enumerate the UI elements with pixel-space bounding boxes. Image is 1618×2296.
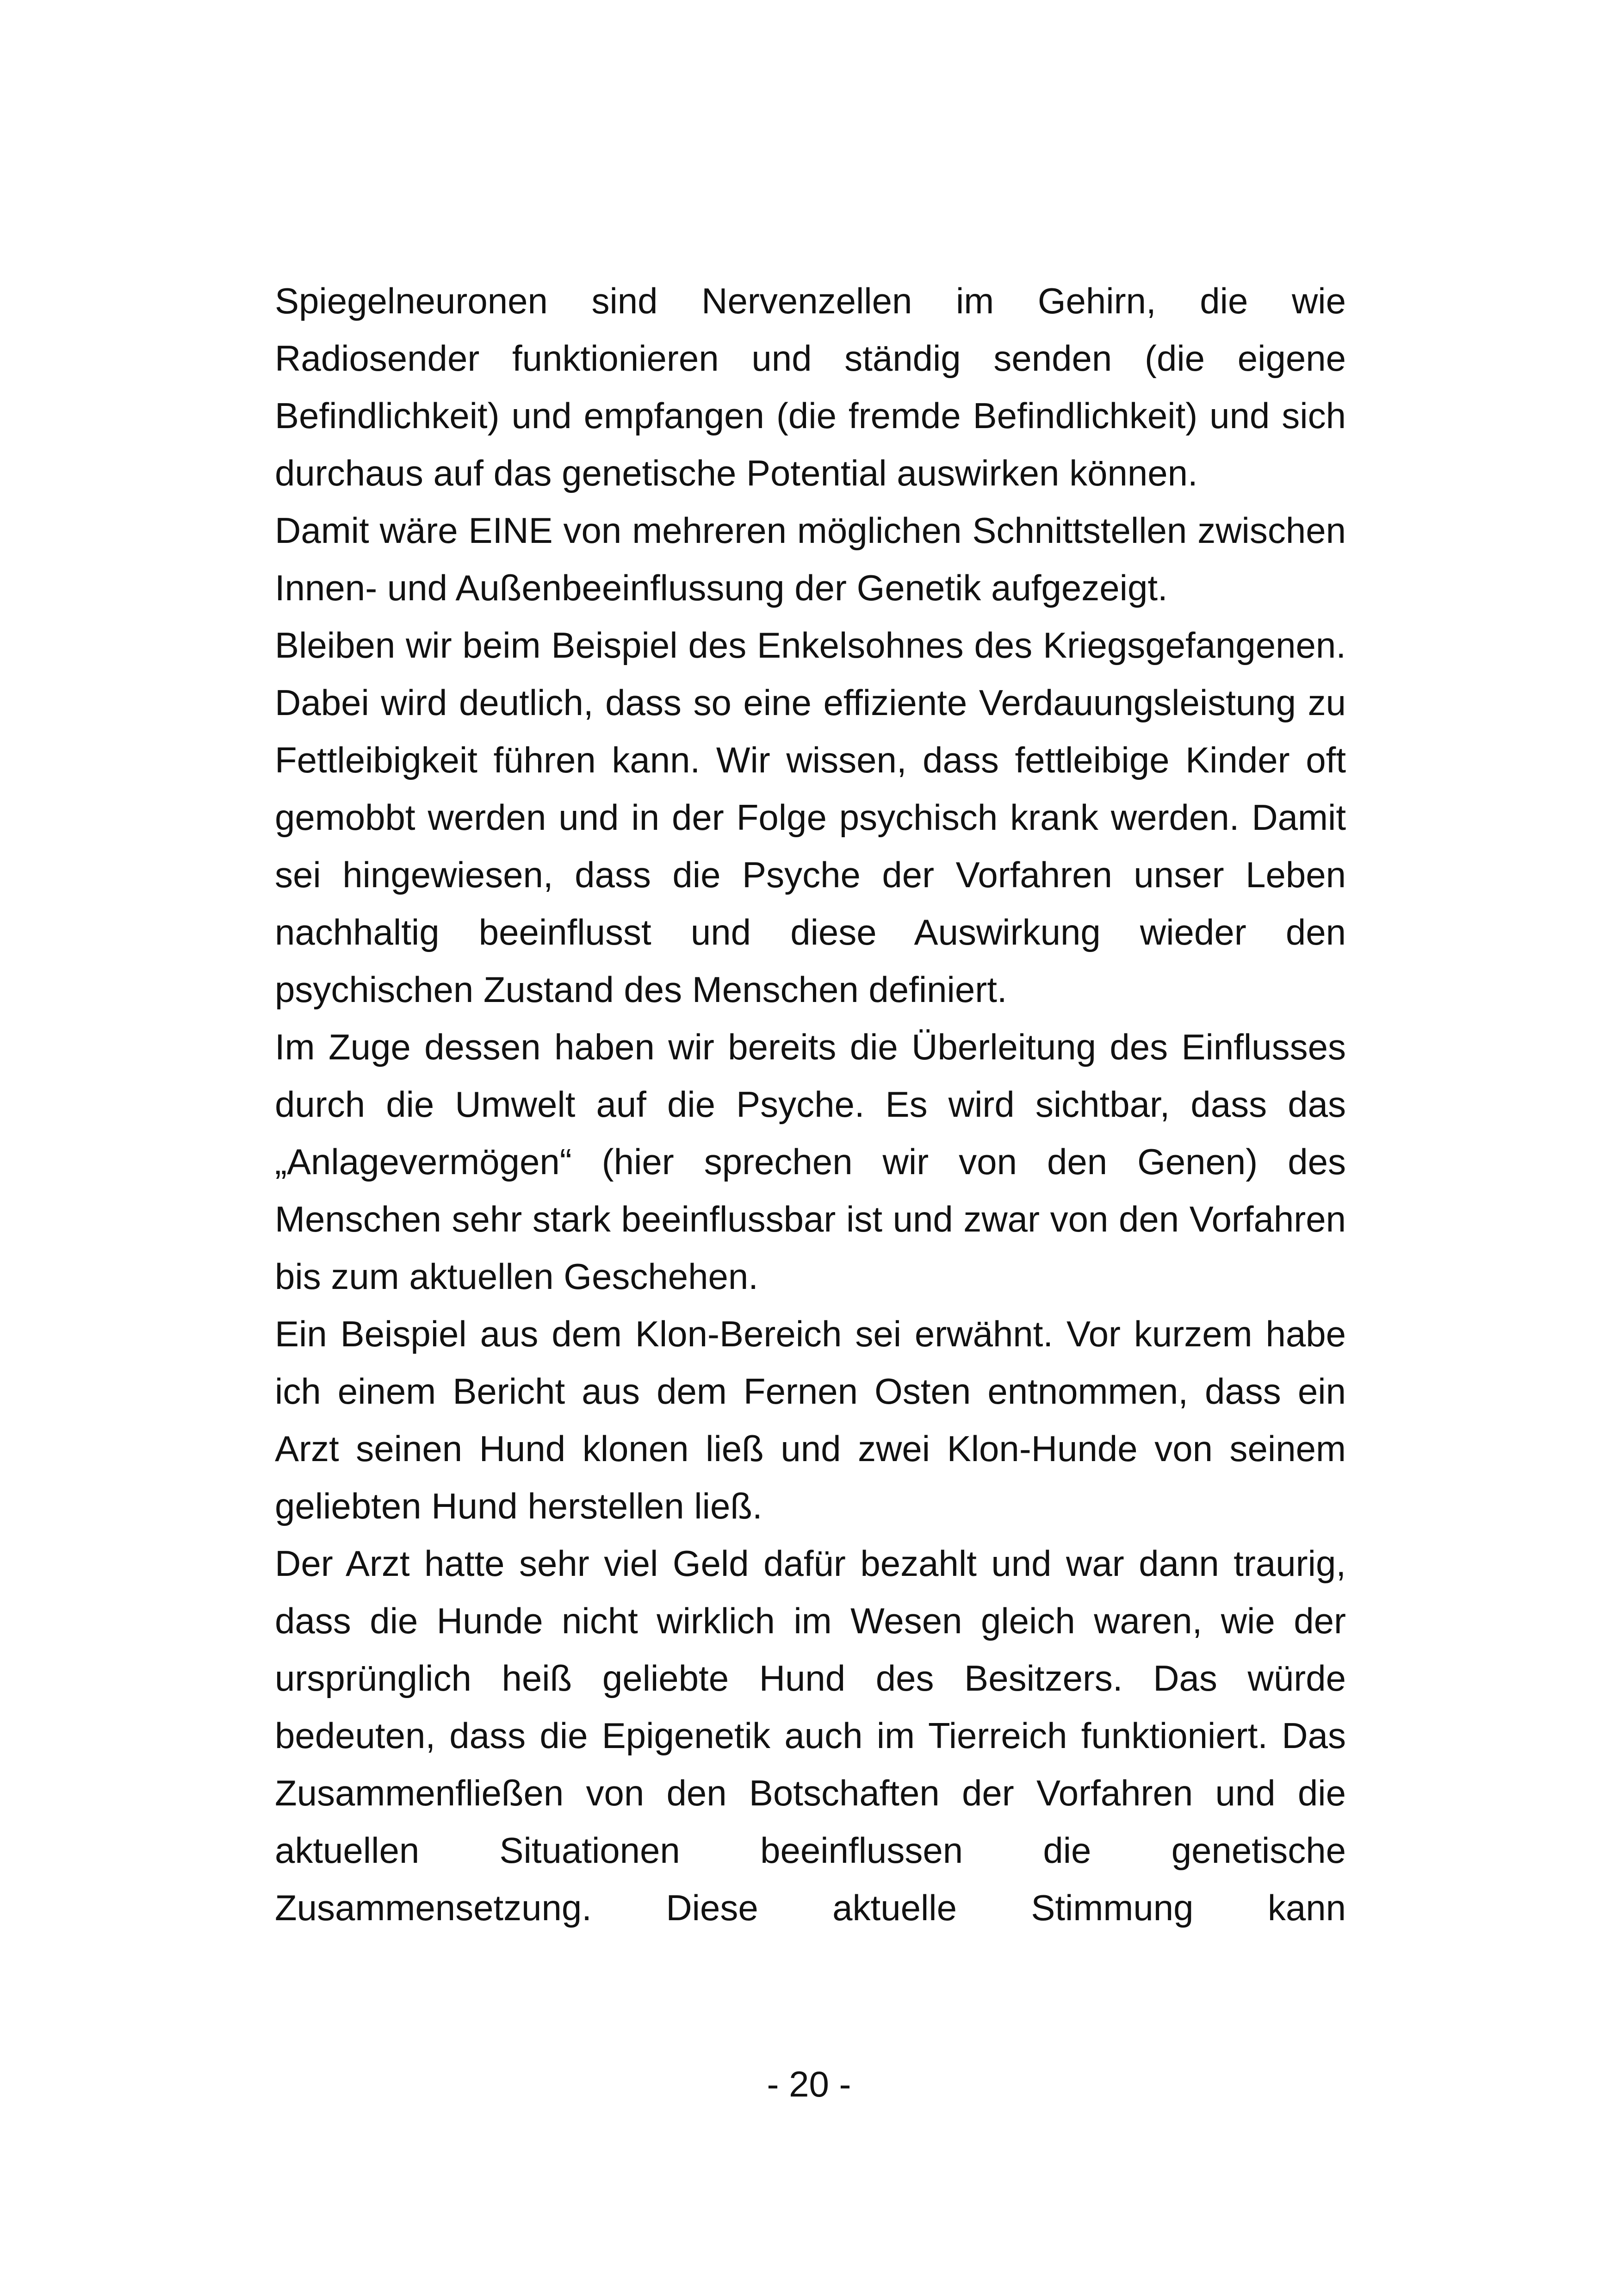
paragraph-klon-beispiel: Ein Beispiel aus dem Klon-Bereich sei erwähnt. Vor kurzem habe ich einem Bericht aus dem Fernen Osten entnommen, dass ein Arzt seinen Hund klonen ließ und zwei Klon-Hunde von seinem geliebten Hund herstellen ließ. [275, 1313, 1346, 1526]
paragraph-schnittstellen: Damit wäre EINE von mehreren möglichen Schnittstellen zwischen Innen- und Außenbeeinflussung der Genetik aufgezeigt. [275, 510, 1346, 608]
paragraph-umwelteinfluss: Im Zuge dessen haben wir bereits die Überleitung des Einflusses durch die Umwelt auf die Psyche. Es wird sichtbar, dass das „Anlagevermögen“ (hier sprechen wir von den Genen) des Menschen sehr stark beeinflussbar ist und zwar von den Vorfahren bis zum aktuellen Geschehen. [275, 1027, 1346, 1297]
paragraph-arzt-hunde: Der Arzt hatte sehr viel Geld dafür bezahlt und war dann traurig, dass die Hunde nicht wirklich im Wesen gleich waren, wie der ursprünglich heiß geliebte Hund des Besitzers. Das würde bedeuten, dass die Epigenetik auch im Tierreich funktioniert. Das Zusammenfließen von den Botschaften der Vorfahren und die aktuellen Situationen beeinflussen die genetische Zusammensetzung. Diese aktuelle Stimmung kann [275, 1543, 1346, 1928]
body-text [275, 272, 1346, 1936]
page-number: - 20 - [767, 2064, 851, 2104]
paragraph-spiegelneuronen: Spiegelneuronen sind Nervenzellen im Gehirn, die wie Radiosender funktionieren und ständig senden (die eigene Befindlichkeit) und empfangen (die fremde Befindlichkeit) und sich durchaus auf das genetische Potential auswirken können. [275, 280, 1346, 493]
paragraph-enkelsohn: Bleiben wir beim Beispiel des Enkelsohnes des Kriegsgefangenen. Dabei wird deutlich, dass so eine effiziente Verdauungsleistung zu Fettleibigkeit führen kann. Wir wissen, dass fettleibige Kinder oft gemobbt werden und in der Folge psychisch krank werden. Damit sei hingewiesen, dass die Psyche der Vorfahren unser Leben nachhaltig beeinflusst und diese Auswirkung wieder den psychischen Zustand des Menschen definiert. [275, 625, 1346, 1010]
